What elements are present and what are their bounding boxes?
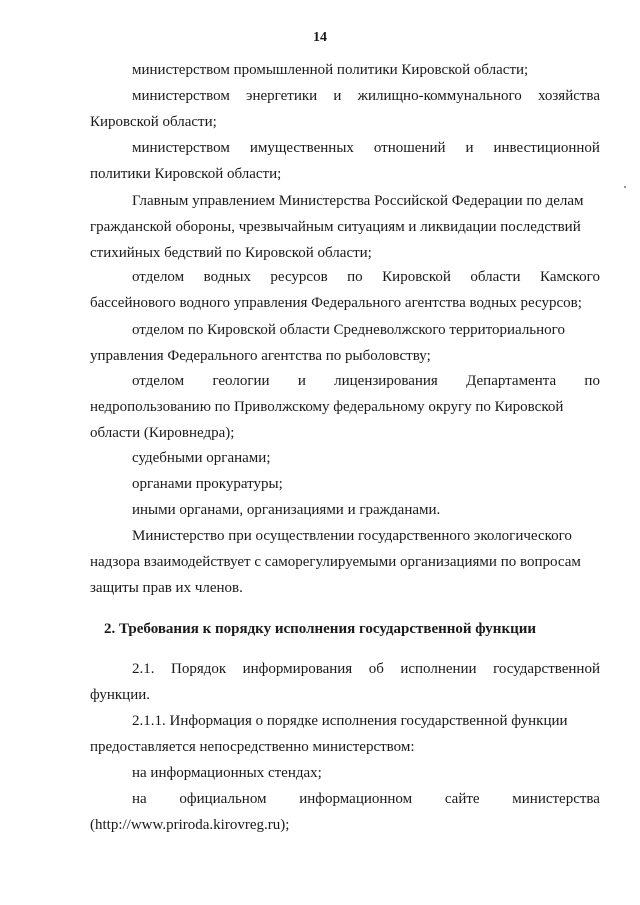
text-line: органами прокуратуры; [132, 476, 283, 492]
text-line: надзора взаимодействует с саморегулируемыми организациями по вопросам [90, 554, 581, 570]
word: хозяйства [537, 88, 600, 104]
text-line: управления Федерального агентства по рыболовству; [90, 348, 431, 364]
word: водных [203, 269, 251, 285]
word: ресурсов [270, 269, 328, 285]
word: государственной [493, 661, 600, 677]
word: области [470, 269, 521, 285]
word: информирования [242, 661, 353, 677]
paragraph-ministry-property [90, 135, 600, 187]
text-line [90, 656, 600, 682]
word: на [132, 791, 147, 807]
website-link-text: (http://www.priroda.kirovreg.ru); [90, 817, 290, 833]
text-line: области (Кировнедра); [90, 425, 235, 441]
word: лицензирования [334, 373, 438, 389]
word: отношений [373, 140, 446, 156]
text-line: стихийных бедствий по Кировской области; [90, 245, 372, 261]
text-line: политики Кировской области; [90, 166, 282, 182]
text-line: министерством промышленной политики Кировской области; [132, 62, 529, 78]
text-line: функции. [90, 687, 150, 703]
word: Кировской [382, 269, 451, 285]
text-line: недропользованию по Приволжскому федеральному округу по Кировской [90, 399, 564, 415]
word: министерством [132, 140, 230, 156]
text-line: защиты прав их членов. [90, 580, 243, 596]
text-line [90, 368, 600, 394]
word: энергетики [246, 88, 318, 104]
text-line [90, 83, 600, 109]
word: министерством [132, 88, 230, 104]
word: 2.1. [132, 661, 155, 677]
text-line: иными органами, организациями и гражданами. [132, 502, 441, 518]
text-line [90, 786, 600, 812]
section-heading: 2. Требования к порядку исполнения государственной функции [103, 621, 537, 637]
word: имущественных [249, 140, 354, 156]
word: отделом [132, 269, 185, 285]
word: исполнении [400, 661, 477, 677]
text-line: Кировской области; [90, 114, 217, 130]
paragraph-official-site [90, 786, 600, 838]
word: сайте [444, 791, 480, 807]
text-line: гражданской обороны, чрезвычайным ситуациям и ликвидации последствий [90, 219, 581, 235]
paragraph-other-bodies [90, 497, 600, 523]
text-line: бассейнового водного управления Федерального агентства водных ресурсов; [90, 295, 582, 311]
word: и [297, 373, 306, 389]
page-number: 14 [313, 30, 327, 45]
text-line: отделом по Кировской области Средневолжского территориального [132, 322, 565, 338]
paragraph-emergency-department [90, 188, 600, 266]
paragraph-2-1-1 [90, 708, 600, 760]
paragraph-sro-interaction [90, 523, 600, 601]
word: Камского [540, 269, 600, 285]
word: Порядок [170, 661, 227, 677]
text-line [90, 135, 600, 161]
paragraph-ministry-industry [90, 57, 600, 83]
word: Департамента [466, 373, 557, 389]
text-line [90, 264, 600, 290]
word: и [333, 88, 342, 104]
word: официальном [179, 791, 267, 807]
text-line: судебными органами; [132, 450, 271, 466]
word: по [347, 269, 363, 285]
text-line: на информационных стендах; [132, 765, 322, 781]
word: министерства [512, 791, 600, 807]
paragraph-prosecution [90, 471, 600, 497]
scan-speck [624, 186, 626, 188]
paragraph-2-1 [90, 656, 600, 708]
word: геологии [212, 373, 270, 389]
word: жилищно-коммунального [357, 88, 522, 104]
text-line: предоставляется непосредственно министерством: [90, 739, 415, 755]
paragraph-info-stands [90, 760, 600, 786]
word: и [465, 140, 474, 156]
text-line: Министерство при осуществлении государственного экологического [132, 528, 572, 544]
text-line: Главным управлением Министерства Российской Федерации по делам [132, 193, 584, 209]
paragraph-water-resources [90, 264, 600, 316]
word: информационном [299, 791, 413, 807]
text-line: 2.1.1. Информация о порядке исполнения государственной функции [132, 713, 568, 729]
paragraph-fisheries [90, 317, 600, 369]
word: об [368, 661, 384, 677]
word: инвестиционной [493, 140, 600, 156]
paragraph-geology [90, 368, 600, 446]
paragraph-courts [90, 445, 600, 471]
word: по [584, 373, 600, 389]
word: отделом [132, 373, 185, 389]
paragraph-ministry-energy [90, 83, 600, 135]
